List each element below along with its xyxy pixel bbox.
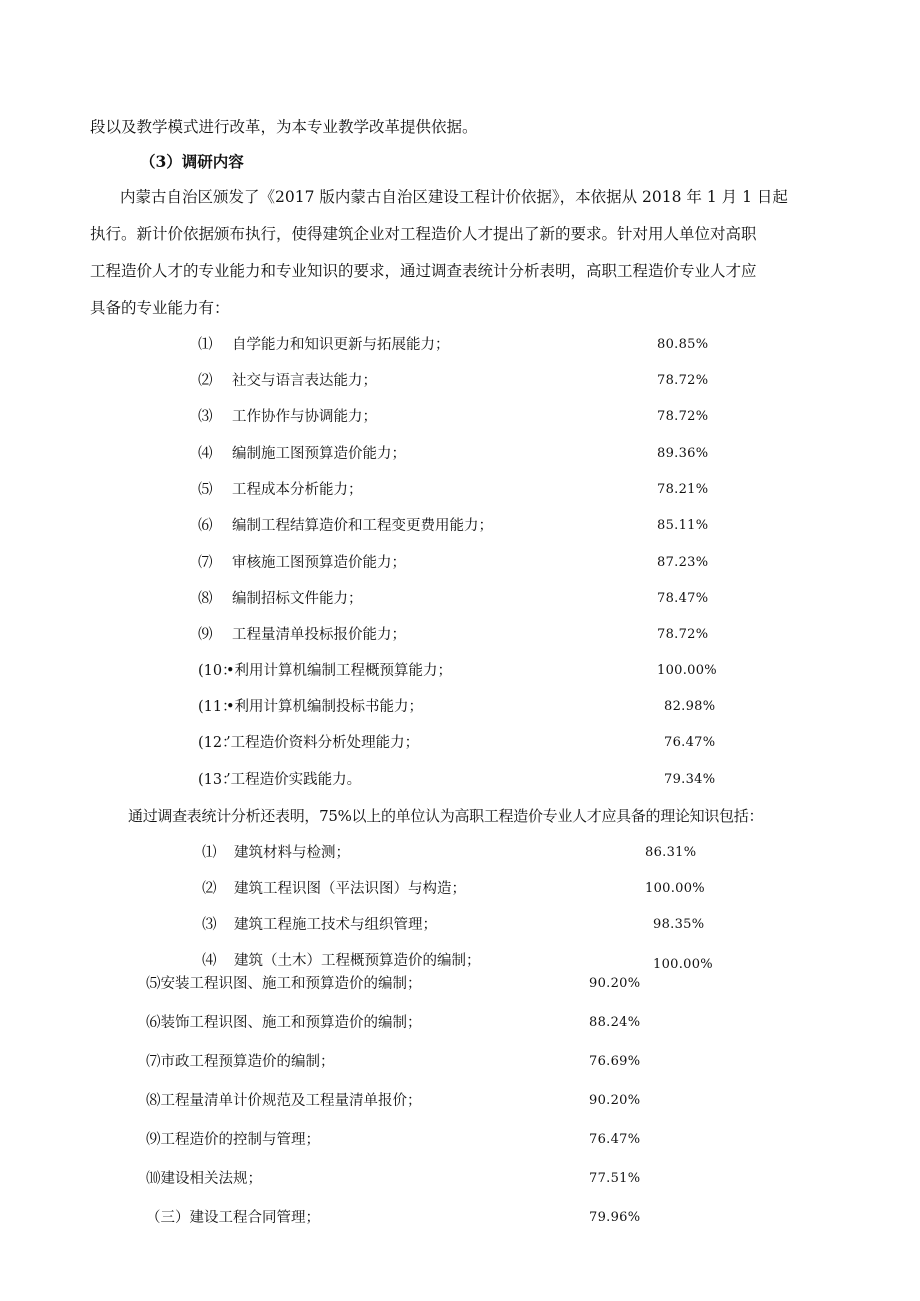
item-percent: 85.11% (657, 518, 709, 533)
item-percent: 100.00% (645, 881, 705, 896)
list-item (198, 552, 718, 574)
list-item (198, 732, 718, 754)
item-percent: 90.20% (589, 1093, 641, 1108)
item-number: ⑵ (202, 881, 217, 897)
item-percent: 76.47% (664, 735, 716, 750)
list-item (198, 696, 718, 718)
list-item (198, 660, 718, 682)
list-item (146, 1129, 646, 1151)
item-number: ⑷ (202, 953, 217, 969)
item-number: ⑹ (198, 518, 213, 534)
item-text: 建筑材料与检测； (234, 845, 350, 861)
item-text: 工作协作与协调能力； (232, 409, 377, 425)
list-item (198, 588, 718, 610)
paragraph-line: 内蒙古自治区颁发了《2017 版内蒙古自治区建设工程计价依据》，本依据从 2018 年 1 月 1 日起 (120, 188, 788, 206)
item-percent: 79.34% (664, 772, 716, 787)
section-heading: （3）调研内容 (140, 152, 244, 171)
list-item (198, 515, 718, 537)
item-number: (12： (198, 735, 237, 751)
item-text: ⑸安装工程识图、施工和预算造价的编制； (146, 976, 422, 992)
list-item (198, 443, 718, 465)
item-percent: 78.72% (657, 409, 709, 424)
item-text: ⑺市政工程预算造价的编制； (146, 1054, 335, 1070)
item-percent: 88.24% (589, 1015, 641, 1030)
paragraph-line: 工程造价人才的专业能力和专业知识的要求，通过调查表统计分析表明，高职工程造价专业人才应 (90, 262, 757, 280)
list-item (198, 624, 718, 646)
item-percent: 90.20% (589, 976, 641, 991)
item-text: 工程成本分析能力； (232, 482, 363, 498)
item-text: 工程量清单投标报价能力； (232, 627, 406, 643)
item-text: 建筑工程施工技术与组织管理； (234, 917, 437, 933)
item-text: 自学能力和知识更新与拓展能力； (232, 337, 450, 353)
item-number: ⑼ (198, 627, 213, 643)
item-text: ⑻工程量清单计价规范及工程量清单报价； (146, 1093, 422, 1109)
list-item (198, 479, 718, 501)
item-text: 建筑（土木）工程概预算造价的编制； (234, 953, 481, 969)
item-text: ⑼工程造价的控制与管理； (146, 1132, 320, 1148)
item-text: •利用计算机编制工程概预算能力； (226, 663, 453, 679)
list-item (198, 406, 718, 428)
list-item (146, 1168, 646, 1190)
item-text: 编制施工图预算造价能力； (232, 446, 406, 462)
item-text: •利用计算机编制投标书能力； (226, 699, 424, 715)
item-number: ⑺ (198, 555, 213, 571)
list-item (202, 878, 722, 900)
item-text: 编制工程结算造价和工程变更费用能力； (232, 518, 493, 534)
item-number: (10： (198, 663, 237, 679)
list-item (146, 1090, 646, 1112)
item-percent: 77.51% (589, 1171, 641, 1186)
item-percent: 87.23% (657, 555, 709, 570)
item-percent: 78.47% (657, 591, 709, 606)
item-percent: 76.47% (589, 1132, 641, 1147)
paragraph-line: 执行。新计价依据颁布执行，使得建筑企业对工程造价人才提出了新的要求。针对用人单位对高职 (90, 225, 757, 243)
list-item (198, 769, 718, 791)
item-number: (13： (198, 772, 237, 788)
item-percent: 100.00% (657, 663, 717, 678)
item-number: ⑵ (198, 373, 213, 389)
item-percent: 78.21% (657, 482, 709, 497)
item-text: 建筑工程识图（平法识图）与构造； (234, 881, 466, 897)
item-percent: 98.35% (653, 917, 705, 932)
item-text: ’工程造价资料分析处理能力； (226, 735, 420, 751)
item-percent: 78.72% (657, 627, 709, 642)
item-text: 审核施工图预算造价能力； (232, 555, 406, 571)
paragraph-line: 通过调查表统计分析还表明，75%以上的单位认为高职工程造价专业人才应具备的理论知识包括： (128, 807, 764, 825)
list-item (146, 1051, 646, 1073)
item-percent: 76.69% (589, 1054, 641, 1069)
list-item (202, 950, 722, 972)
item-number: ⑸ (198, 482, 213, 498)
list-item (146, 973, 646, 995)
intro-line: 段以及教学模式进行改革，为本专业教学改革提供依据。 (90, 118, 478, 136)
item-text: （三）建设工程合同管理； (146, 1210, 320, 1226)
item-percent: 78.72% (657, 373, 709, 388)
item-percent: 80.85% (657, 337, 709, 352)
item-number: ⑷ (198, 446, 213, 462)
item-percent: 79.96% (589, 1210, 641, 1225)
item-text: ⑹装饰工程识图、施工和预算造价的编制； (146, 1015, 422, 1031)
paragraph-line: 具备的专业能力有： (90, 299, 230, 317)
list-item (146, 1012, 646, 1034)
item-number: (11： (198, 699, 237, 715)
item-percent: 89.36% (657, 446, 709, 461)
item-text: 编制招标文件能力； (232, 591, 363, 607)
item-percent: 86.31% (645, 845, 697, 860)
item-percent: 100.00% (653, 957, 713, 972)
item-text: 社交与语言表达能力； (232, 373, 377, 389)
item-number: ⑶ (198, 409, 213, 425)
list-item (146, 1207, 646, 1229)
list-item (198, 370, 718, 392)
list-item (202, 914, 722, 936)
item-number: ⑴ (198, 337, 213, 353)
item-number: ⑴ (202, 845, 217, 861)
item-percent: 82.98% (664, 699, 716, 714)
item-number: ⑻ (198, 591, 213, 607)
list-item (202, 842, 722, 864)
item-number: ⑶ (202, 917, 217, 933)
item-text: ⑽建设相关法规； (146, 1171, 262, 1187)
item-text: ’工程造价实践能力。 (226, 772, 362, 788)
list-item (198, 334, 718, 356)
